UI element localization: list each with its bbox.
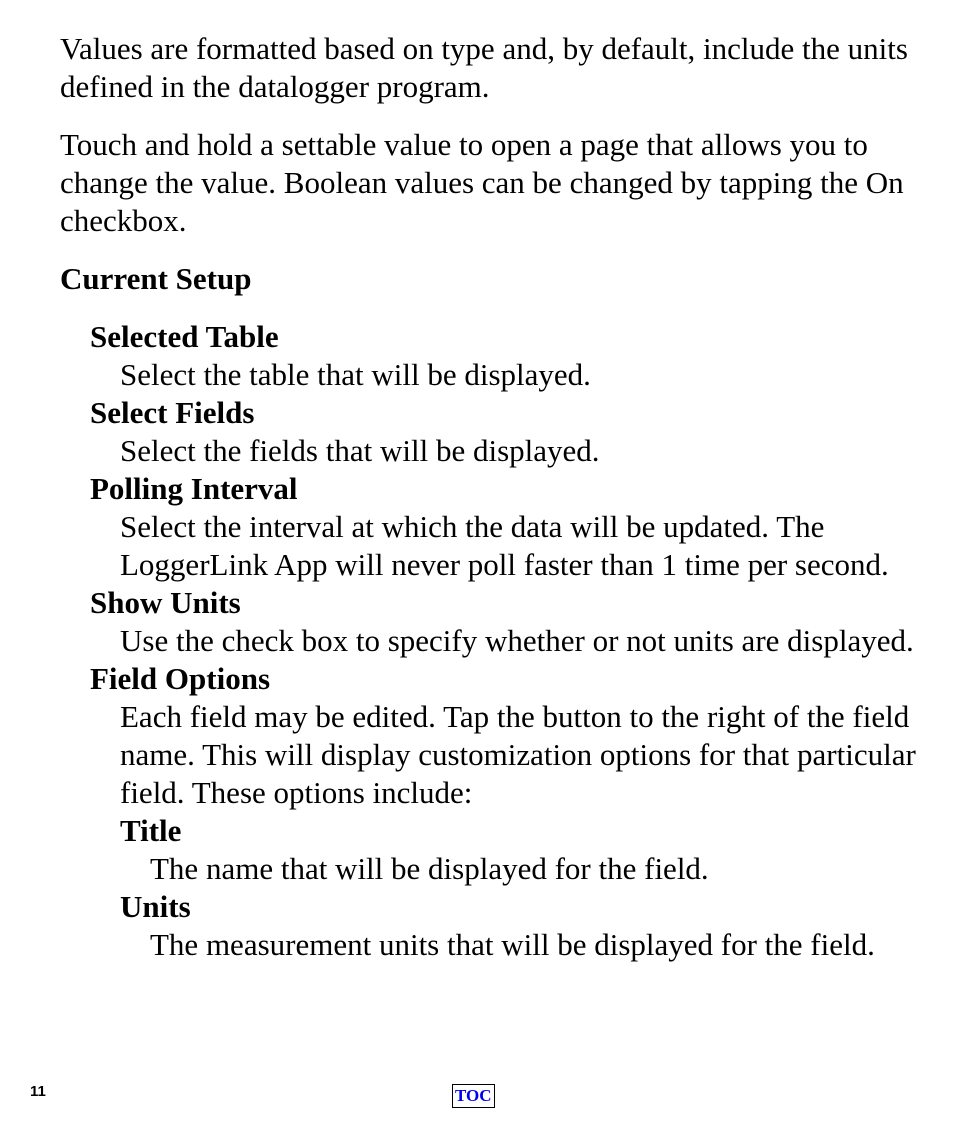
intro-paragraph-settable-values: Touch and hold a settable value to open a page that allows you to change the value. Boolean values can be changed by tapping the On checkbox.	[60, 127, 904, 238]
option-title: Field Options	[90, 661, 271, 696]
option-description: Select the fields that will be displayed.	[120, 433, 600, 468]
toc-link[interactable]: TOC	[452, 1084, 495, 1108]
field-option-units	[60, 888, 940, 964]
option-title: Select Fields	[90, 395, 255, 430]
field-option-title	[60, 812, 940, 888]
setup-option-select-fields	[60, 394, 940, 470]
setup-option-selected-table	[60, 318, 940, 394]
sub-option-title: Units	[120, 889, 191, 924]
option-title: Selected Table	[90, 319, 279, 354]
setup-option-polling-interval	[60, 470, 940, 584]
setup-option-show-units	[60, 584, 940, 660]
setup-options-list	[60, 318, 940, 964]
document-page	[60, 30, 940, 964]
sub-option-description: The name that will be displayed for the field.	[150, 851, 709, 886]
option-title: Show Units	[90, 585, 241, 620]
sub-option-title: Title	[120, 813, 182, 848]
section-heading-current-setup: Current Setup	[60, 261, 252, 296]
option-description: Each field may be edited. Tap the button to the right of the field name. This will display customization options for that particular field. These options include:	[120, 699, 916, 810]
intro-paragraph-formatting: Values are formatted based on type and, by default, include the units defined in the datalogger program.	[60, 31, 908, 104]
setup-option-field-options	[60, 660, 940, 964]
option-description: Select the table that will be displayed.	[120, 357, 591, 392]
sub-option-description: The measurement units that will be displayed for the field.	[150, 927, 875, 962]
option-title: Polling Interval	[90, 471, 298, 506]
option-description: Select the interval at which the data will be updated. The LoggerLink App will never poll faster than 1 time per second.	[120, 509, 889, 582]
page-number: 11	[30, 1083, 46, 1100]
option-description: Use the check box to specify whether or not units are displayed.	[120, 623, 914, 658]
